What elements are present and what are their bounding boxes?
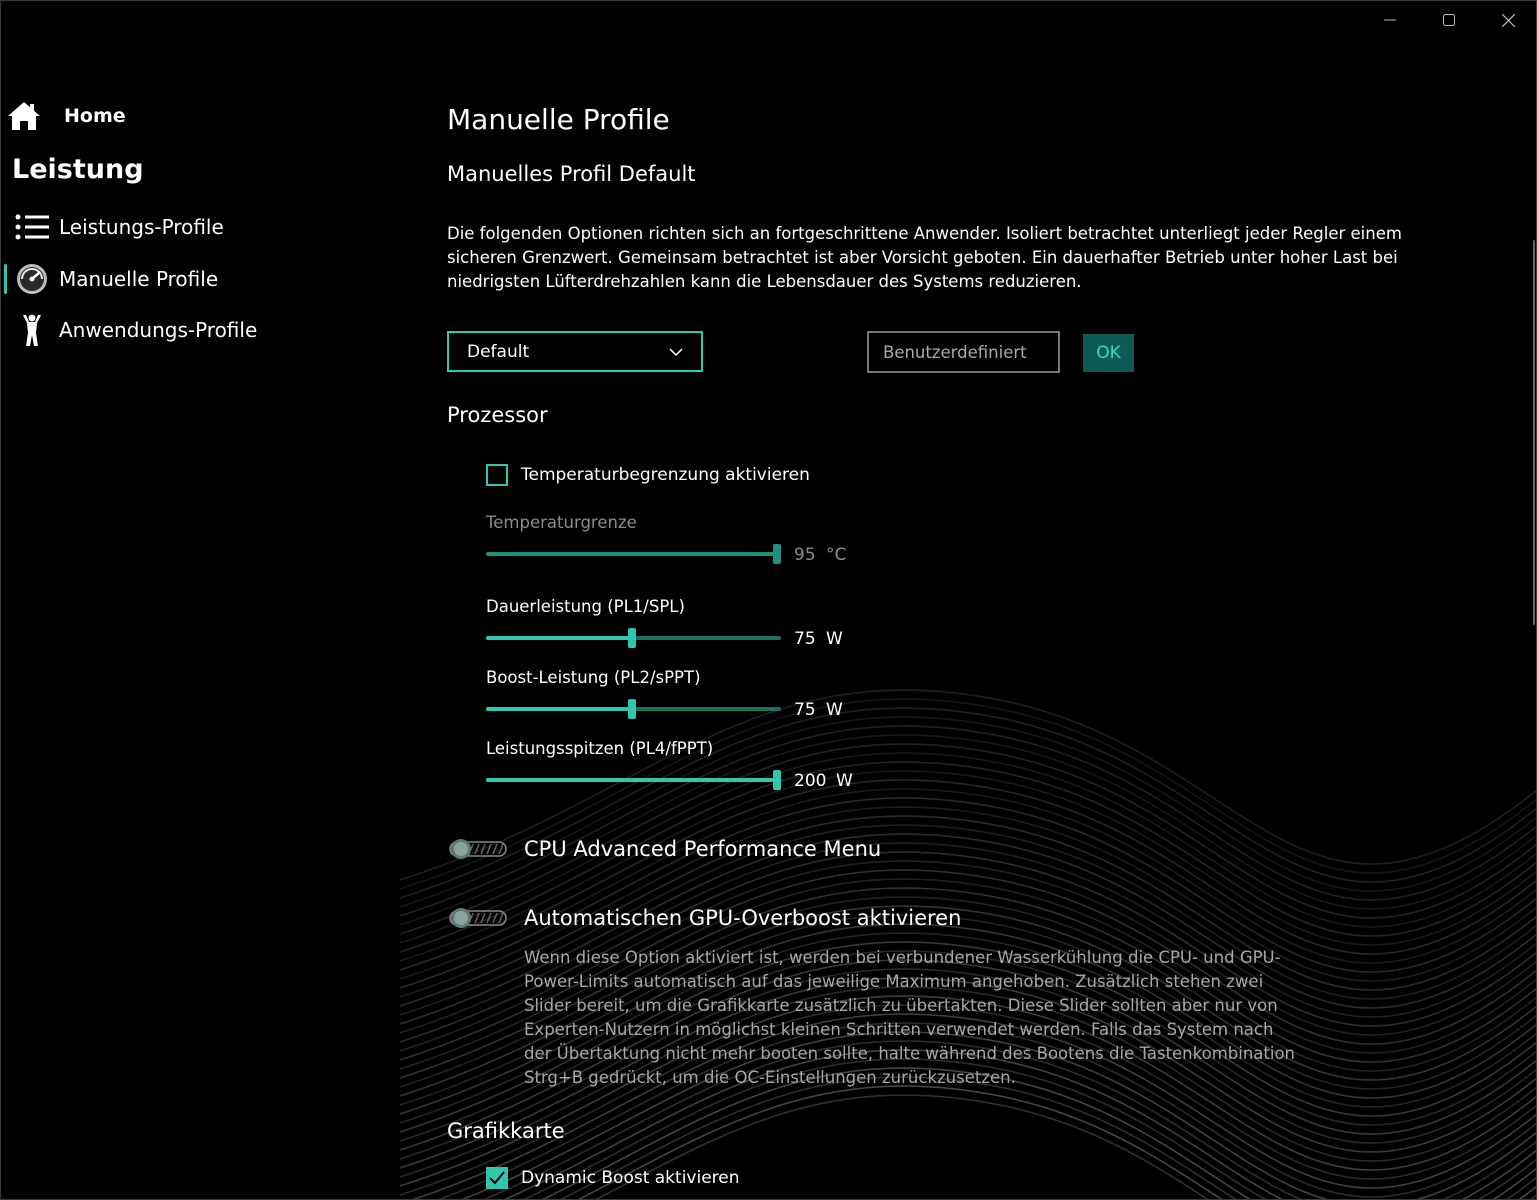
selection-indicator [4, 264, 7, 294]
pl1-slider-label: Dauerleistung (PL1/SPL) [486, 597, 685, 616]
nav-home-label: Home [64, 105, 126, 127]
slider-thumb[interactable] [628, 699, 636, 719]
vertical-scrollbar[interactable] [1533, 240, 1535, 625]
pl1-slider[interactable] [486, 628, 781, 648]
maximize-button[interactable] [1420, 0, 1478, 40]
warning-description: Die folgenden Optionen richten sich an fortgeschrittene Anwender. Isoliert betrachtet unterliegt jeder Regler einem sicheren Grenzwert. Gemeinsam betrachtet ist aber Vorsicht geboten. Ein dauerhafter Betrieb unter hoher Last bei niedrigsten Lüfterdrehzahlen kann die Lebensdauer des Systems reduzieren. [447, 224, 1402, 291]
pl1-value: 75 [794, 629, 816, 649]
minimize-button[interactable] [1361, 0, 1419, 40]
temp-limit-value: 95 [794, 545, 816, 565]
pl4-slider[interactable] [486, 770, 781, 790]
temp-limit-unit: °C [826, 545, 847, 565]
checkmark-icon [489, 1171, 505, 1185]
pl2-slider[interactable] [486, 699, 781, 719]
processor-section-title: Prozessor [447, 403, 548, 427]
close-button[interactable] [1479, 0, 1537, 40]
dynamic-boost-checkbox-row[interactable] [486, 1167, 740, 1189]
temp-limit-slider[interactable] [486, 544, 781, 564]
nav-home[interactable] [6, 100, 126, 132]
pl4-value: 200 [794, 771, 827, 791]
gpu-overboost-label: Automatischen GPU-Overboost aktivieren [524, 906, 962, 930]
page-title: Manuelle Profile [447, 103, 670, 136]
gpu-overboost-description: Wenn diese Option aktiviert ist, werden bei verbundener Wasserkühlung die CPU- und GPU-Power-Limits automatisch auf das jeweilige Maximum angehoben. Zusätzlich stehen zwei Slider bereit, um die Grafikkarte zusätzlich zu übertakten. Diese Slider sollten aber nur von Experten-Nutzern in möglichst kleinen Schritten verwendet werden. Falls das System nach der Übertaktung nicht mehr booten sollte, halte während des Bootens die Tastenkombination Strg+B gedrückt, um die OC-Einstellungen zurückzusetzen. [524, 948, 1296, 1087]
graphics-section-title: Grafikkarte [447, 1119, 565, 1143]
slider-thumb[interactable] [773, 770, 781, 790]
profile-select-value: Default [467, 341, 530, 362]
cpu-advanced-menu-toggle-row[interactable] [449, 837, 881, 861]
temp-limit-slider-label: Temperaturgrenze [486, 513, 637, 532]
cpu-advanced-menu-toggle[interactable] [449, 838, 507, 860]
gpu-overboost-toggle[interactable] [449, 907, 507, 929]
temp-limit-checkbox[interactable] [486, 464, 508, 486]
close-icon [1502, 14, 1515, 27]
maximize-icon [1443, 14, 1455, 26]
profile-subtitle: Manuelles Profil Default [447, 162, 696, 186]
profile-select[interactable] [447, 331, 703, 372]
sidebar-item-label: Manuelle Profile [59, 267, 219, 291]
nav-section-title: Leistung [12, 154, 144, 185]
pl2-unit: W [826, 700, 843, 720]
slider-thumb[interactable] [628, 628, 636, 648]
cpu-advanced-menu-label: CPU Advanced Performance Menu [524, 837, 882, 861]
chevron-down-icon [669, 348, 683, 356]
slider-thumb[interactable] [773, 544, 781, 564]
temp-limit-checkbox-label: Temperaturbegrenzung aktivieren [521, 465, 810, 485]
temp-limit-checkbox-row[interactable] [486, 464, 810, 486]
gpu-overboost-toggle-row[interactable] [449, 906, 961, 930]
dynamic-boost-checkbox[interactable] [486, 1167, 508, 1189]
sidebar-item-anwendungs-profile[interactable] [0, 308, 380, 352]
list-icon [15, 214, 49, 240]
person-icon [21, 313, 43, 347]
gauge-icon [16, 263, 48, 295]
pl4-slider-label: Leistungsspitzen (PL4/fPPT) [486, 739, 714, 758]
dynamic-boost-checkbox-label: Dynamic Boost aktivieren [521, 1168, 740, 1188]
ok-button[interactable]: OK [1083, 334, 1134, 372]
sidebar-item-label: Anwendungs-Profile [59, 318, 258, 342]
sidebar-item-label: Leistungs-Profile [59, 215, 224, 239]
minimize-icon [1384, 14, 1396, 26]
pl2-slider-label: Boost-Leistung (PL2/sPPT) [486, 668, 701, 687]
sidebar-item-leistungs-profile[interactable] [0, 205, 380, 249]
pl4-unit: W [836, 771, 853, 791]
sidebar-item-manuelle-profile[interactable] [0, 257, 380, 301]
home-icon [6, 100, 42, 132]
pl2-value: 75 [794, 700, 816, 720]
profile-name-input[interactable] [867, 331, 1060, 373]
pl1-unit: W [826, 629, 843, 649]
